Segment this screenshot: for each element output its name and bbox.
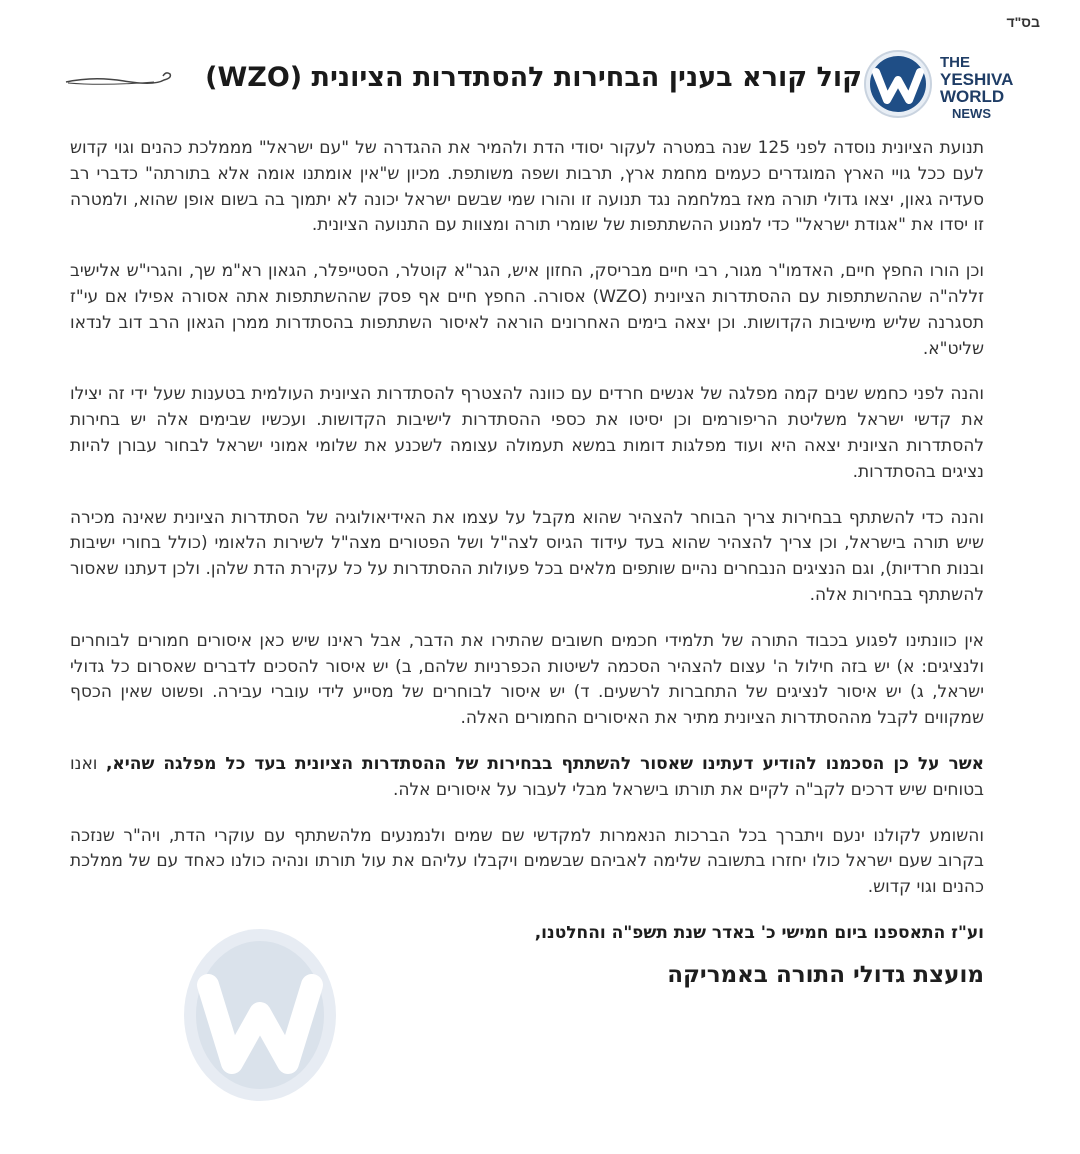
paragraph-blessing: והשומע לקולנו ינעם ויתברך בכל הברכות הנאמרות למקדשי שם שמים ולנמנעים מלהשתתף עם עוקרי הדת, ויה"ר שנזכה בקרוב שעם ישראל כולו יחזרו בתשובה שלימה לאביהם שבשמים ויקבלו עליהם את עול תורתו ונהיה כולנו כאחד עם של ממלכת כהנים וגוי קדוש. — [70, 825, 984, 898]
ywn-watermark-icon — [180, 925, 340, 1105]
ywn-logo-icon — [860, 48, 936, 120]
logo-line-the: THE — [940, 54, 970, 71]
paragraph-decision — [70, 752, 984, 804]
paragraph-history: תנועת הציונית נוסדה לפני 125 שנה במטרה לעקור יסודי הדת ולהמיר את ההגדרה של "עם ישראל" מממלכת כהנים וגוי קדוש לעם ככל גויי הארץ המוגדרים כעמים מחמת ארץ, תרבות ושפה משותפת. מכיון ש"אין אומתנו אומה אלא בתורתה" כדברי רב סעדיה גאון, יצאו גדולי תורה מאז במלחמה נגד תנועה זו והורו שמי שבשם ישראל יכונה לא יתמוך בה בשום אופן שהוא, ולמטרה זו יסדו את "אגודת ישראל" כדי למנוע ההשתתפות של שומרי תורה ומצוות עם התנועה הציונית. — [70, 138, 984, 236]
signature: מועצת גדולי התורה באמריקה — [667, 961, 984, 988]
decision-rest-text: ואנו בטוחים שיש דרכים לקב"ה לקיים את תורתו בישראל מבלי לעבור על איסורים אלה. — [70, 753, 984, 800]
paragraph-party-formation: והנה לפני כחמש שנים קמה מפלגה של אנשים חרדים עם כוונה להצטרף להסתדרות הציונית העולמית בטענות שעל ידי זה יצילו את קדשי ישראל משליטת הריפורמים וכן יסיטו את כספי ההסתדרות לישיבות הקדושות. ועכשיו שבימים אלה יש בחירות להסתדרות הציונית יצאה היא ועוד מפלגות דומות במשא תעמולה עצומה לשכנע את שלומי אמוני ישראל לבחור עבורן להיות נציגים בהסתדרות. — [70, 384, 984, 482]
decision-bold-text: אשר על כן הסכמנו להודיע דעתינו שאסור להשתתף בבחירות של ההסתדרות הציונית בעד כל מפלגה שהיא, — [105, 753, 984, 774]
proclamation-body — [70, 136, 984, 989]
logo-line-world: WORLD — [940, 87, 1005, 106]
header — [0, 44, 1080, 124]
page-title: קול קורא בענין הבחירות להסתדרות הציונית (WZO) — [205, 62, 862, 93]
logo-line-news: NEWS — [952, 106, 991, 121]
signoff-line: וע"ז התאספנו ביום חמישי כ' באדר שנת תשפ"ה והחלטנו, — [534, 922, 984, 943]
bsd-marker: בס"ד — [1006, 14, 1040, 30]
paragraph-prohibitions: אין כוונתינו לפגוע בכבוד התורה של תלמידי חכמים חשובים שהתירו את הדבר, אבל ראינו שיש כאן איסורים חמורים לבוחרים ולנציגים: א) יש בזה חילול ה' עצום להצהיר הסכמה לשיטות הכפרניות שלהם, ב) יש איסור להסכים לדברים שאסרום כל גדולי ישראל, ג) יש איסור לנציגים של התחברות לרשעים. ד) יש איסור לבוחרים של מסייע לידי עוברי עבירה. ופשוט שאין הכסף שמקווים לקבל מההסתדרות הציונית מתיר את האיסורים החמורים האלה. — [70, 630, 984, 729]
logo-line-yeshiva: YESHIVA — [940, 70, 1014, 89]
ywn-logo-text — [940, 54, 1013, 122]
ywn-logo — [860, 48, 1036, 120]
paragraph-rabbinic-rulings: וכן הורו החפץ חיים, האדמו"ר מגור, רבי חיים מבריסק, החזון איש, הגר"א קוטלר, הסטייפלר, הגאון רא"מ שך, והגרי"ש אלישיב זללה"ה שההשתתפות עם ההסתדרות הציונית (WZO) אסורה. החפץ חיים אף פסק שההשתתפות אתה אסורה אפילו אם עי"ז תסגרנה שליש מישיבות הקדושות. וכן יצאה בימים האחרונים הוראה לאיסור השתתפות בהסתדרות ממרן הגאון הרב דוב לנדאו שליט"א. — [70, 261, 984, 359]
flourish-ornament-icon — [64, 66, 176, 96]
paragraph-voting-declaration: והנה כדי להשתתף בבחירות צריך הבוחר להצהיר שהוא מקבל על עצמו את האידיאולוגיה של הסתדרות הציונית שאינה מכירה שיש תורה בישראל, וכן צריך להצהיר שהוא בעד עידוד הגיוס לצה"ל ושל הפטורים מצה"ל לשירות הלאומי (כולל בחורי ישיבות ובנות חרדיות), וגם הנציגים הנבחרים נהיים שותפים מלאים בכל פעולות ההסתדרות על כל עקירת הדת שלהן. ולכן דעתנו שאסור להשתתף בבחירות אלה. — [70, 507, 984, 605]
